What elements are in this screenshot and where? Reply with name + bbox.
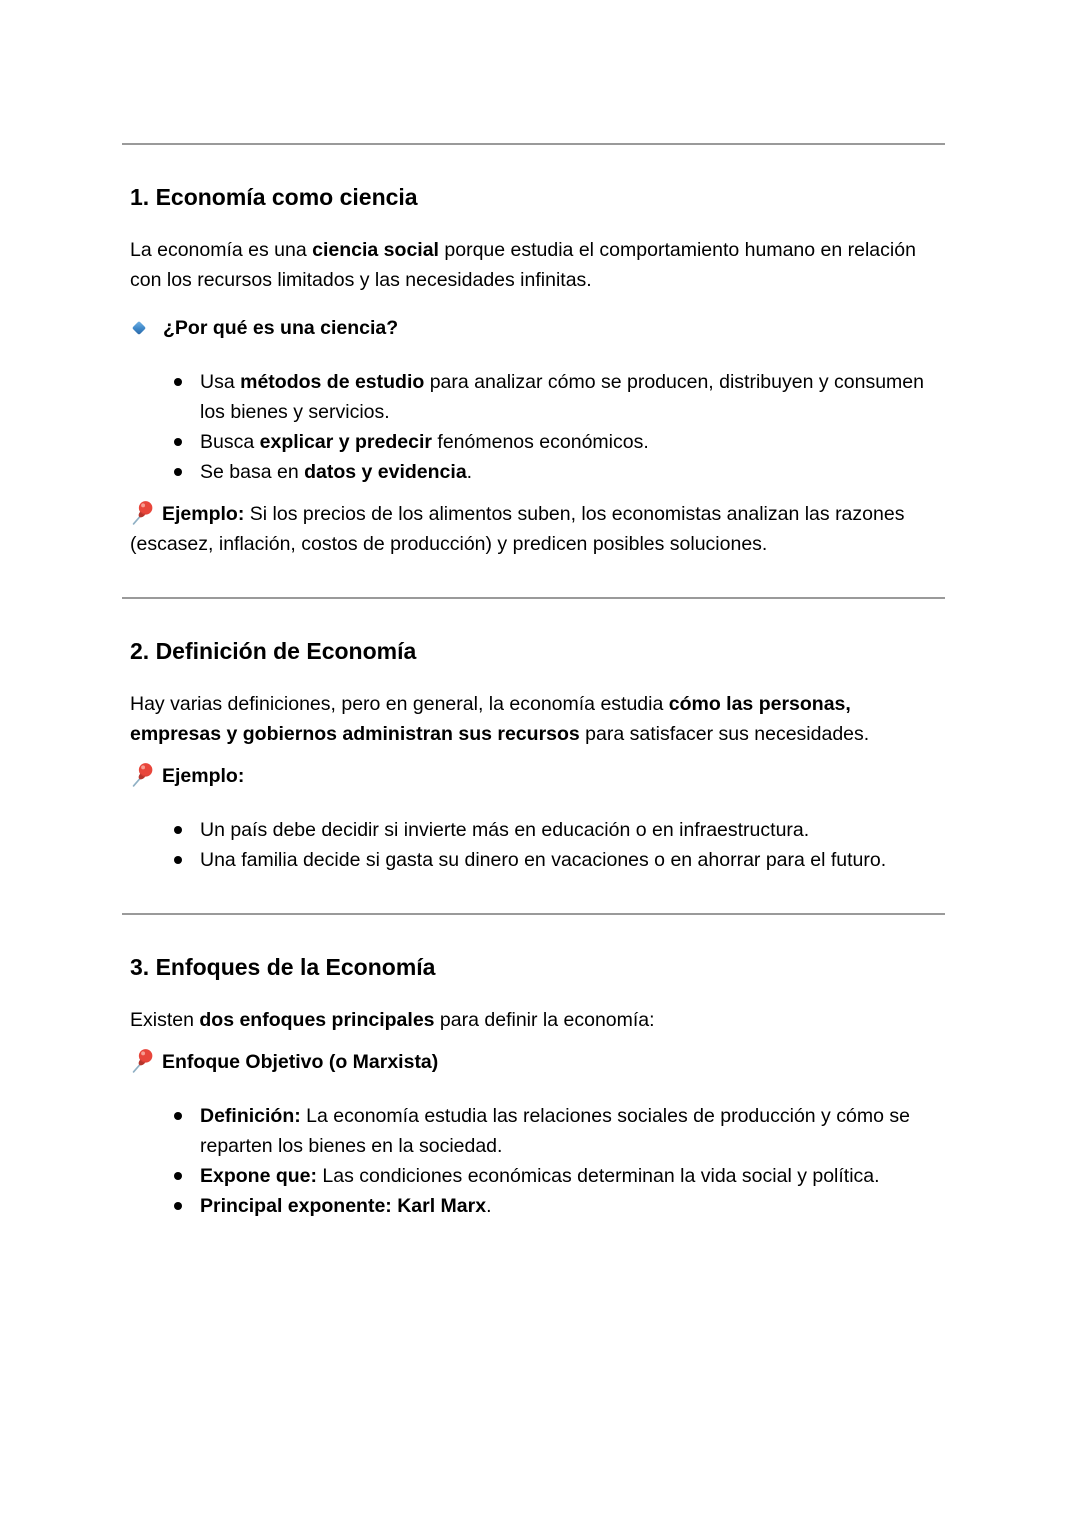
pin-paragraph bbox=[130, 499, 945, 559]
text-run: métodos de estudio bbox=[240, 371, 425, 393]
text-run: 1. Economía como ciencia bbox=[130, 184, 418, 210]
bullet-list bbox=[130, 1101, 945, 1221]
text-run: Busca bbox=[200, 431, 260, 453]
text-run: dos enfoques principales bbox=[199, 1009, 435, 1031]
text-run: La economía estudia las relaciones sociales de producción y cómo se reparten los bienes en la sociedad. bbox=[200, 1105, 910, 1157]
section-divider bbox=[122, 913, 945, 915]
document-content bbox=[122, 143, 945, 1221]
blue-diamond-icon bbox=[132, 321, 146, 335]
text-run: fenómenos económicos. bbox=[431, 431, 649, 453]
pin-paragraph bbox=[130, 1047, 945, 1077]
text-run: . bbox=[466, 461, 473, 483]
text-run: Un país debe decidir si invierte más en educación o en infraestructura. bbox=[200, 819, 810, 841]
pushpin-icon bbox=[130, 503, 162, 525]
list-item bbox=[200, 1161, 945, 1191]
text-run: Se basa en bbox=[200, 461, 305, 483]
list-item bbox=[200, 1101, 945, 1161]
text-run: Expone que: bbox=[200, 1165, 318, 1187]
list-item bbox=[200, 815, 945, 845]
section-heading bbox=[130, 183, 945, 211]
text-run: para analizar cómo se producen, distribuyen y consumen los bienes y servicios. bbox=[200, 371, 924, 423]
paragraph bbox=[130, 235, 945, 295]
text-run: 2. Definición de Economía bbox=[130, 638, 417, 664]
section-heading bbox=[130, 953, 945, 981]
text-run: para definir la economía: bbox=[434, 1009, 655, 1031]
text-run: cómo las personas, empresas y gobiernos administran sus recursos bbox=[130, 693, 851, 745]
text-run: Las condiciones económicas determinan la vida social y política. bbox=[317, 1165, 880, 1187]
text-run: Definición: bbox=[200, 1105, 301, 1127]
text-run: datos y evidencia bbox=[304, 461, 467, 483]
text-run: para satisfacer sus necesidades. bbox=[579, 723, 870, 745]
text-run: ¿Por qué es una ciencia? bbox=[163, 317, 399, 339]
text-run: Existen bbox=[130, 1009, 200, 1031]
list-item bbox=[200, 427, 945, 457]
pin-paragraph bbox=[130, 761, 945, 791]
text-run: 3. Enfoques de la Economía bbox=[130, 954, 436, 980]
list-item bbox=[200, 1191, 945, 1221]
section-divider bbox=[122, 597, 945, 599]
bullet-list bbox=[130, 367, 945, 487]
list-item bbox=[200, 457, 945, 487]
list-item bbox=[200, 367, 945, 427]
paragraph bbox=[130, 689, 945, 749]
pushpin-icon bbox=[130, 765, 162, 787]
text-run: . bbox=[486, 1195, 492, 1217]
pushpin-icon bbox=[130, 1051, 162, 1073]
text-run: Ejemplo: bbox=[162, 503, 245, 525]
section-heading bbox=[130, 637, 945, 665]
text-run: Principal exponente: Karl Marx bbox=[200, 1195, 487, 1217]
text-run: Si los precios de los alimentos suben, los economistas analizan las razones (escasez, inflación, costos de producción) y predicen posibles soluciones. bbox=[130, 503, 905, 555]
text-run: Enfoque Objetivo (o Marxista) bbox=[162, 1051, 439, 1073]
text-run: Ejemplo: bbox=[162, 765, 245, 787]
text-run: Usa bbox=[200, 371, 241, 393]
bullet-list bbox=[130, 815, 945, 875]
text-run: ciencia social bbox=[312, 239, 439, 261]
text-run: Hay varias definiciones, pero en general, la economía estudia bbox=[130, 693, 669, 715]
paragraph bbox=[130, 1005, 945, 1035]
section-divider bbox=[122, 143, 945, 145]
text-run: explicar y predecir bbox=[259, 431, 432, 453]
text-run: La economía es una bbox=[130, 239, 313, 261]
text-run: Una familia decide si gasta su dinero en vacaciones o en ahorrar para el futuro. bbox=[200, 849, 887, 871]
text-run: porque estudia el comportamiento humano en relación con los recursos limitados y las necesidades infinitas. bbox=[130, 239, 916, 291]
list-item bbox=[200, 845, 945, 875]
diamond-list-item bbox=[130, 313, 945, 343]
